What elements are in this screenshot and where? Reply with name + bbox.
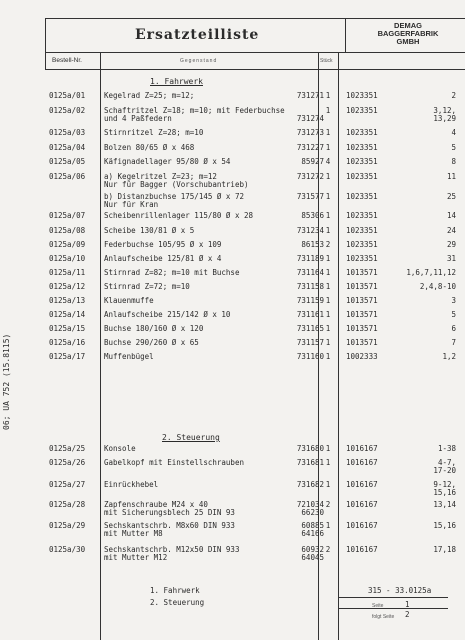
table-row [0, 521, 465, 538]
item-description-line-2: mit Sicherungsblech 25 DIN 93 [104, 508, 235, 517]
table-row [0, 143, 465, 155]
item-description: Stirnritzel Z=28; m=10 [104, 128, 204, 137]
table-row [0, 157, 465, 169]
order-number: 0125a/02 [49, 106, 86, 115]
order-number: 0125a/25 [49, 444, 86, 453]
position-reference-2: 25 [446, 192, 456, 201]
item-description: Gabelkopf mit Einstellschrauben [104, 458, 244, 467]
quantity: 1 [325, 310, 331, 319]
item-description: Käfignadellager 95/80 Ø x 54 [104, 157, 231, 166]
position-reference: 3 [451, 296, 456, 305]
table-row [0, 226, 465, 238]
reference-number: 731189 [296, 254, 324, 263]
item-description: Scheibenrillenlager 115/80 Ø x 28 [104, 211, 254, 220]
quantity: 4 [325, 157, 331, 166]
drawing-code: 1023351 [346, 240, 378, 249]
reference-number: 731161 [296, 310, 324, 319]
table-row [0, 480, 465, 497]
item-description: Einrückhebel [104, 480, 159, 489]
table-row [0, 282, 465, 294]
item-description: Stirnrad Z=72; m=10 [104, 282, 190, 291]
reference-number: 731271 [296, 91, 324, 100]
table-row [0, 211, 465, 223]
item-description: Buchse 290/260 Ø x 65 [104, 338, 199, 347]
reference-number: 731164 [296, 268, 324, 277]
position-reference-2: 17-20 [433, 466, 456, 475]
drawing-code: 1013571 [346, 296, 378, 305]
next-page-number: 2 [405, 610, 410, 619]
reference-number: 731160 [296, 352, 324, 361]
table-row [0, 352, 465, 364]
position-reference: 14 [446, 211, 456, 220]
quantity: 1 [325, 352, 331, 361]
footer-line-2: 2. Steuerung [150, 598, 205, 607]
table-row [0, 240, 465, 252]
quantity: 1 [325, 172, 331, 181]
item-description: Bolzen 80/65 Ø x 468 [104, 143, 195, 152]
header-divider-right [345, 18, 346, 52]
position-reference: 9-12, [433, 480, 456, 489]
next-page-label: folgt Seite [372, 614, 395, 620]
order-number: 0125a/27 [49, 480, 86, 489]
reference-number: 731158 [296, 282, 324, 291]
table-row [0, 324, 465, 336]
table-row [0, 310, 465, 322]
order-number: 0125a/14 [49, 310, 86, 319]
order-number: 0125a/13 [49, 296, 86, 305]
drawing-code: 1023351 [346, 172, 378, 181]
document-number: 315 - 33.0125a [368, 586, 432, 595]
table-row [0, 91, 465, 103]
table-row [0, 128, 465, 140]
item-description: Sechskantschrb. M12x50 DIN 933 [104, 545, 240, 554]
reference-number-2: 731274 [296, 114, 324, 123]
reference-number-2: 731577 [296, 192, 324, 201]
drawing-code: 1016167 [346, 480, 378, 489]
drawing-code: 1013571 [346, 310, 378, 319]
position-reference: 4 [451, 128, 456, 137]
reference-number-2: 64166 [301, 529, 324, 538]
drawing-code: 1016167 [346, 521, 378, 530]
item-description-line-3: b) Distanzbuchse 175/145 Ø x 72 [104, 192, 244, 201]
drawing-code: 1013571 [346, 324, 378, 333]
quantity: 2 [325, 240, 331, 249]
item-description-line-2: mit Mutter M12 [104, 553, 168, 562]
order-number: 0125a/08 [49, 226, 86, 235]
item-description-line-4: Nur für Kran [104, 200, 159, 209]
drawing-code: 1023351 [346, 143, 378, 152]
position-reference: 1,6,7,11,12 [406, 268, 456, 277]
reference-number: 731273 [296, 128, 324, 137]
item-description-line-2: und 4 Paßfedern [104, 114, 172, 123]
footer-line-1: 1. Fahrwerk [150, 586, 200, 595]
quantity-2: 1 [325, 192, 331, 201]
reference-number: 731680 [296, 444, 324, 453]
position-reference: 2 [451, 91, 456, 100]
order-number: 0125a/01 [49, 91, 86, 100]
order-number: 0125a/07 [49, 211, 86, 220]
table-row [0, 545, 465, 562]
order-number: 0125a/28 [49, 500, 86, 509]
position-reference: 8 [451, 157, 456, 166]
drawing-code: 1023351 [346, 91, 378, 100]
reference-number: 731681 [296, 458, 324, 467]
item-description: Zapfenschraube M24 x 40 [104, 500, 208, 509]
table-row [0, 338, 465, 350]
table-row [0, 172, 465, 209]
position-reference: 2,4,8-10 [419, 282, 456, 291]
footer-divider-2 [338, 608, 448, 609]
reference-number: 60932 [301, 545, 324, 554]
quantity: 1 [325, 338, 331, 347]
table-row [0, 106, 465, 123]
drawing-code: 1016167 [346, 444, 378, 453]
page-number: 1 [405, 600, 410, 609]
order-number: 0125a/15 [49, 324, 86, 333]
quantity: 1 [325, 324, 331, 333]
section-title-steuerung: 2. Steuerung [162, 433, 220, 442]
item-description: Stirnrad Z=82; m=10 mit Buchse [104, 268, 240, 277]
reference-number: 731272 [296, 172, 324, 181]
quantity: 1 [325, 444, 331, 453]
position-reference: 6 [451, 324, 456, 333]
reference-number: 60885 [301, 521, 324, 530]
order-number: 0125a/09 [49, 240, 86, 249]
quantity: 1 [325, 282, 331, 291]
drawing-code: 1023351 [346, 128, 378, 137]
drawing-code: 1023351 [346, 254, 378, 263]
drawing-code: 1016167 [346, 545, 378, 554]
position-reference: 5 [451, 310, 456, 319]
position-reference-2: 13,29 [433, 114, 456, 123]
page-title: Ersatzteilliste [135, 27, 260, 43]
order-number: 0125a/03 [49, 128, 86, 137]
quantity: 1 [325, 458, 331, 467]
position-reference: 31 [446, 254, 456, 263]
order-number: 0125a/06 [49, 172, 86, 181]
table-row [0, 254, 465, 266]
table-row [0, 296, 465, 308]
position-reference: 3,12, [433, 106, 456, 115]
position-reference: 11 [446, 172, 456, 181]
drawing-code: 1023351 [346, 157, 378, 166]
position-reference: 29 [446, 240, 456, 249]
drawing-code: 1016167 [346, 458, 378, 467]
drawing-code: 1023351 [346, 211, 378, 220]
item-description-line-2: Nur für Bagger (Vorschubantrieb) [104, 180, 249, 189]
quantity: 1 [325, 128, 331, 137]
footer-divider [338, 597, 448, 598]
item-description: Kegelrad Z=25; m=12; [104, 91, 195, 100]
item-description: a) Kegelritzel Z=23; m=12 [104, 172, 217, 181]
table-row [0, 458, 465, 475]
position-reference: 15,16 [433, 521, 456, 530]
table-row [0, 500, 465, 517]
item-description: Schaftritzel Z=18; m=10; mit Federbuchse [104, 106, 285, 115]
quantity: 1 [325, 211, 331, 220]
reference-number: 85927 [301, 157, 324, 166]
reference-number: 731227 [296, 143, 324, 152]
reference-number-2: 66230 [301, 508, 324, 517]
position-reference: 4-7, [437, 458, 456, 467]
quantity: 1 [325, 226, 331, 235]
order-number: 0125a/16 [49, 338, 86, 347]
quantity: 1 [325, 106, 331, 115]
item-description: Scheibe 130/81 Ø x 5 [104, 226, 195, 235]
order-number: 0125a/30 [49, 545, 86, 554]
drawing-code: 1023351 [346, 226, 378, 235]
reference-number: 731165 [296, 324, 324, 333]
quantity: 1 [325, 268, 331, 277]
quantity: 2 [325, 500, 331, 509]
drawing-code: 1002333 [346, 352, 378, 361]
quantity: 2 [325, 545, 331, 554]
position-reference: 24 [446, 226, 456, 235]
reference-number: 731234 [296, 226, 324, 235]
order-number: 0125a/17 [49, 352, 86, 361]
reference-number: 86153 [301, 240, 324, 249]
order-number: 0125a/10 [49, 254, 86, 263]
company-name: DEMAG BAGGERFABRIK GMBH [377, 21, 439, 46]
position-reference: 5 [451, 143, 456, 152]
drawing-code: 1016167 [346, 500, 378, 509]
reference-number: 721034 [296, 500, 324, 509]
table-row [0, 268, 465, 280]
item-description-line-2: mit Mutter M8 [104, 529, 163, 538]
column-header-stueck: Stück [320, 58, 333, 64]
order-number: 0125a/04 [49, 143, 86, 152]
drawing-code: 1013571 [346, 338, 378, 347]
drawing-code: 1013571 [346, 268, 378, 277]
item-description: Buchse 180/160 Ø x 120 [104, 324, 204, 333]
item-description: Federbuchse 105/95 Ø x 109 [104, 240, 222, 249]
order-number: 0125a/05 [49, 157, 86, 166]
reference-number: 731682 [296, 480, 324, 489]
order-number: 0125a/12 [49, 282, 86, 291]
quantity: 1 [325, 296, 331, 305]
reference-number: 85306 [301, 211, 324, 220]
position-reference: 13,14 [433, 500, 456, 509]
drawing-code: 1023351 [346, 106, 378, 115]
order-number: 0125a/11 [49, 268, 86, 277]
table-row [0, 444, 465, 456]
order-number: 0125a/29 [49, 521, 86, 530]
reference-number: 731157 [296, 338, 324, 347]
item-description: Sechskantschrb. M8x60 DIN 933 [104, 521, 235, 530]
item-description: Anlaufscheibe 125/81 Ø x 4 [104, 254, 222, 263]
header-divider-bottom [45, 52, 465, 53]
column-header-bestell: Bestell-Nr. [52, 57, 82, 64]
reference-number: 731159 [296, 296, 324, 305]
position-reference: 1,2 [442, 352, 456, 361]
item-description: Anlaufscheibe 215/142 Ø x 10 [104, 310, 231, 319]
drawing-code: 1013571 [346, 282, 378, 291]
reference-number-2: 64045 [301, 553, 324, 562]
position-reference: 7 [451, 338, 456, 347]
item-description: Konsole [104, 444, 136, 453]
side-note: 06; UA 752 (15.8115) [2, 333, 11, 430]
quantity: 1 [325, 91, 331, 100]
page-label: Seite [372, 603, 384, 609]
quantity: 1 [325, 480, 331, 489]
quantity: 1 [325, 143, 331, 152]
item-description: Klauenmuffe [104, 296, 154, 305]
position-reference: 1-38 [437, 444, 456, 453]
position-reference-2: 15,16 [433, 488, 456, 497]
column-header-gegenstand: Gegenstand [180, 58, 218, 64]
section-title-fahrwerk: 1. Fahrwerk [150, 77, 203, 86]
position-reference: 17,18 [433, 545, 456, 554]
item-description: Muffenbügel [104, 352, 154, 361]
quantity: 1 [325, 254, 331, 263]
quantity: 1 [325, 521, 331, 530]
drawing-code-2: 1023351 [346, 192, 378, 201]
order-number: 0125a/26 [49, 458, 86, 467]
